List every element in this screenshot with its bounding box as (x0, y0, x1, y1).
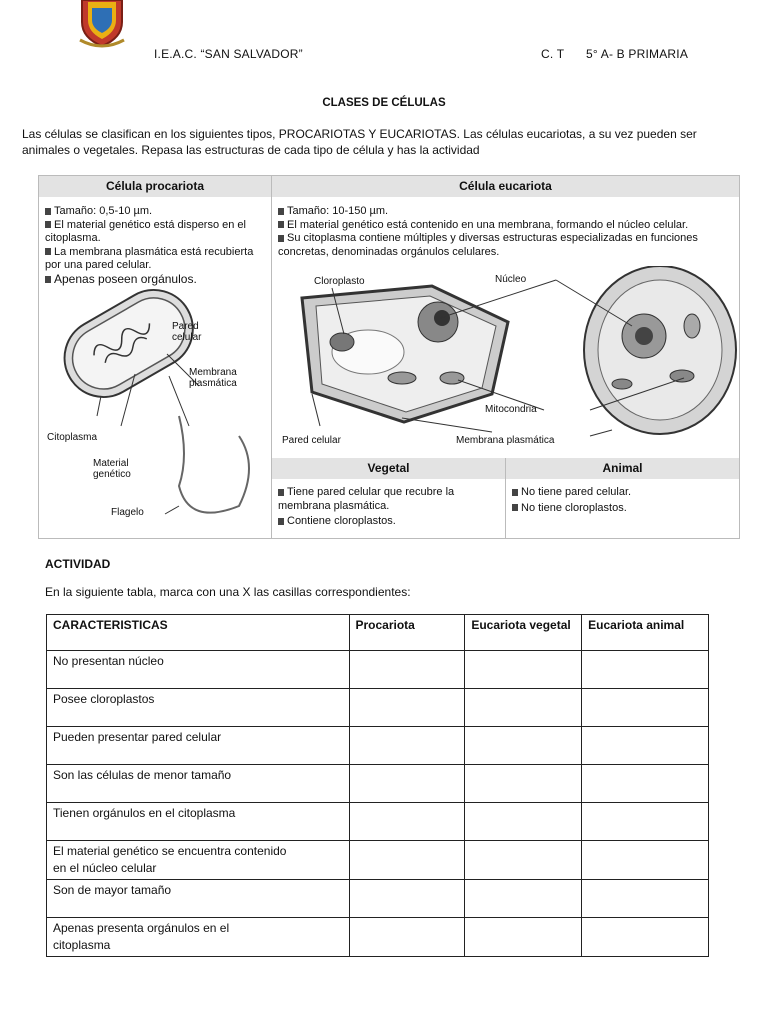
answer-cell[interactable] (582, 880, 709, 918)
label-nucleus: Núcleo (495, 274, 527, 285)
divider (505, 458, 506, 538)
row-label: El material genético se encuentra contenido en el núcleo celular (47, 841, 350, 880)
label-cell-wall-euk: Pared celular (282, 435, 341, 446)
point: Tamaño: 10-150 µm. (278, 205, 733, 219)
cell-types-figure (38, 175, 740, 539)
answer-cell[interactable] (582, 727, 709, 765)
answer-cell[interactable] (349, 651, 465, 689)
plant-heading: Vegetal (272, 458, 505, 479)
row-label: Pueden presentar pared celular (47, 727, 350, 765)
table-row (47, 803, 709, 841)
point: Tamaño: 0,5-10 µm. (45, 205, 265, 219)
answer-cell[interactable] (582, 918, 709, 957)
table-row (47, 918, 709, 957)
point: El material genético está disperso en el citoplasma. (45, 218, 246, 244)
animal-points (512, 486, 734, 515)
animal-heading: Animal (506, 458, 739, 479)
answer-cell[interactable] (465, 689, 582, 727)
column-header: Eucariota animal (582, 615, 709, 651)
label-cell-wall-prok: Pared celular (172, 321, 202, 343)
answer-cell[interactable] (582, 803, 709, 841)
answer-cell[interactable] (465, 651, 582, 689)
answer-cell[interactable] (349, 918, 465, 957)
table-row (47, 765, 709, 803)
point: Su citoplasma contiene múltiples y diversas estructuras especializadas en funciones concretas, denominadas orgánulos celulares. (278, 232, 698, 258)
activity-table (46, 614, 709, 957)
plant-points (278, 486, 500, 529)
point: Contiene cloroplastos. (278, 515, 500, 529)
label-cytoplasm: Citoplasma (47, 432, 98, 443)
eukaryote-illustration (272, 266, 739, 456)
column-header: Procariota (349, 615, 465, 651)
school-crest-logo (76, 0, 128, 50)
prokaryote-points (45, 205, 265, 286)
row-label: Tienen orgánulos en el citoplasma (47, 803, 350, 841)
eukaryote-heading: Célula eucariota (272, 176, 739, 197)
row-label: Posee cloroplastos (47, 689, 350, 727)
label-mitochondria: Mitocondria (485, 404, 537, 415)
point: Tiene pared celular que recubre la membrana plasmática. (278, 486, 455, 512)
answer-cell[interactable] (349, 689, 465, 727)
intro-line: animales o vegetales. Repasa las estructuras de cada tipo de célula y has la actividad (22, 143, 480, 157)
intro-line: Las células se clasifican en los siguientes tipos, PROCARIOTAS Y EUCARIOTAS. Las células eucariotas, a su vez pueden ser (22, 127, 697, 141)
table-row (47, 880, 709, 918)
prokaryote-heading: Célula procariota (39, 176, 271, 197)
intro-paragraph (22, 126, 768, 158)
activity-instruction: En la siguiente tabla, marca con una X las casillas correspondientes: (45, 585, 411, 599)
table-row (47, 689, 709, 727)
grade-label: 5° A- B PRIMARIA (586, 47, 689, 61)
course-label: C. T (541, 47, 565, 61)
answer-cell[interactable] (582, 651, 709, 689)
answer-cell[interactable] (349, 841, 465, 880)
label-membrane-prok: Membrana plasmática (189, 367, 237, 389)
label-chloroplast: Cloroplasto (314, 276, 365, 287)
answer-cell[interactable] (465, 918, 582, 957)
answer-cell[interactable] (465, 765, 582, 803)
column-header: CARACTERISTICAS (47, 615, 350, 651)
answer-cell[interactable] (465, 841, 582, 880)
answer-cell[interactable] (349, 880, 465, 918)
row-label: Apenas presenta orgánulos en el citoplasma (47, 918, 350, 957)
table-row (47, 651, 709, 689)
point: El material genético está contenido en una membrana, formando el núcleo celular. (278, 219, 733, 233)
activity-title: ACTIVIDAD (45, 557, 111, 571)
eukaryote-points (278, 205, 733, 259)
school-name: I.E.A.C. “SAN SALVADOR” (154, 47, 303, 61)
answer-cell[interactable] (582, 765, 709, 803)
table-header-row (47, 615, 709, 651)
row-label: Son de mayor tamaño (47, 880, 350, 918)
column-header: Eucariota vegetal (465, 615, 582, 651)
answer-cell[interactable] (349, 803, 465, 841)
table-row (47, 841, 709, 880)
answer-cell[interactable] (349, 727, 465, 765)
answer-cell[interactable] (349, 765, 465, 803)
row-label: Son las células de menor tamaño (47, 765, 350, 803)
prokaryote-illustration (39, 286, 271, 538)
point: No tiene cloroplastos. (512, 502, 734, 516)
point: Apenas poseen orgánulos. (45, 273, 265, 287)
answer-cell[interactable] (582, 841, 709, 880)
point: La membrana plasmática está recubierta por una pared celular. (45, 245, 254, 271)
point: No tiene pared celular. (512, 486, 734, 500)
label-genetic-material: Material genético (93, 458, 131, 480)
row-label: No presentan núcleo (47, 651, 350, 689)
answer-cell[interactable] (465, 880, 582, 918)
label-membrane-euk: Membrana plasmática (456, 435, 555, 446)
answer-cell[interactable] (465, 727, 582, 765)
label-flagellum: Flagelo (111, 507, 144, 518)
answer-cell[interactable] (582, 689, 709, 727)
table-row (47, 727, 709, 765)
answer-cell[interactable] (465, 803, 582, 841)
page-title: CLASES DE CÉLULAS (322, 97, 446, 109)
